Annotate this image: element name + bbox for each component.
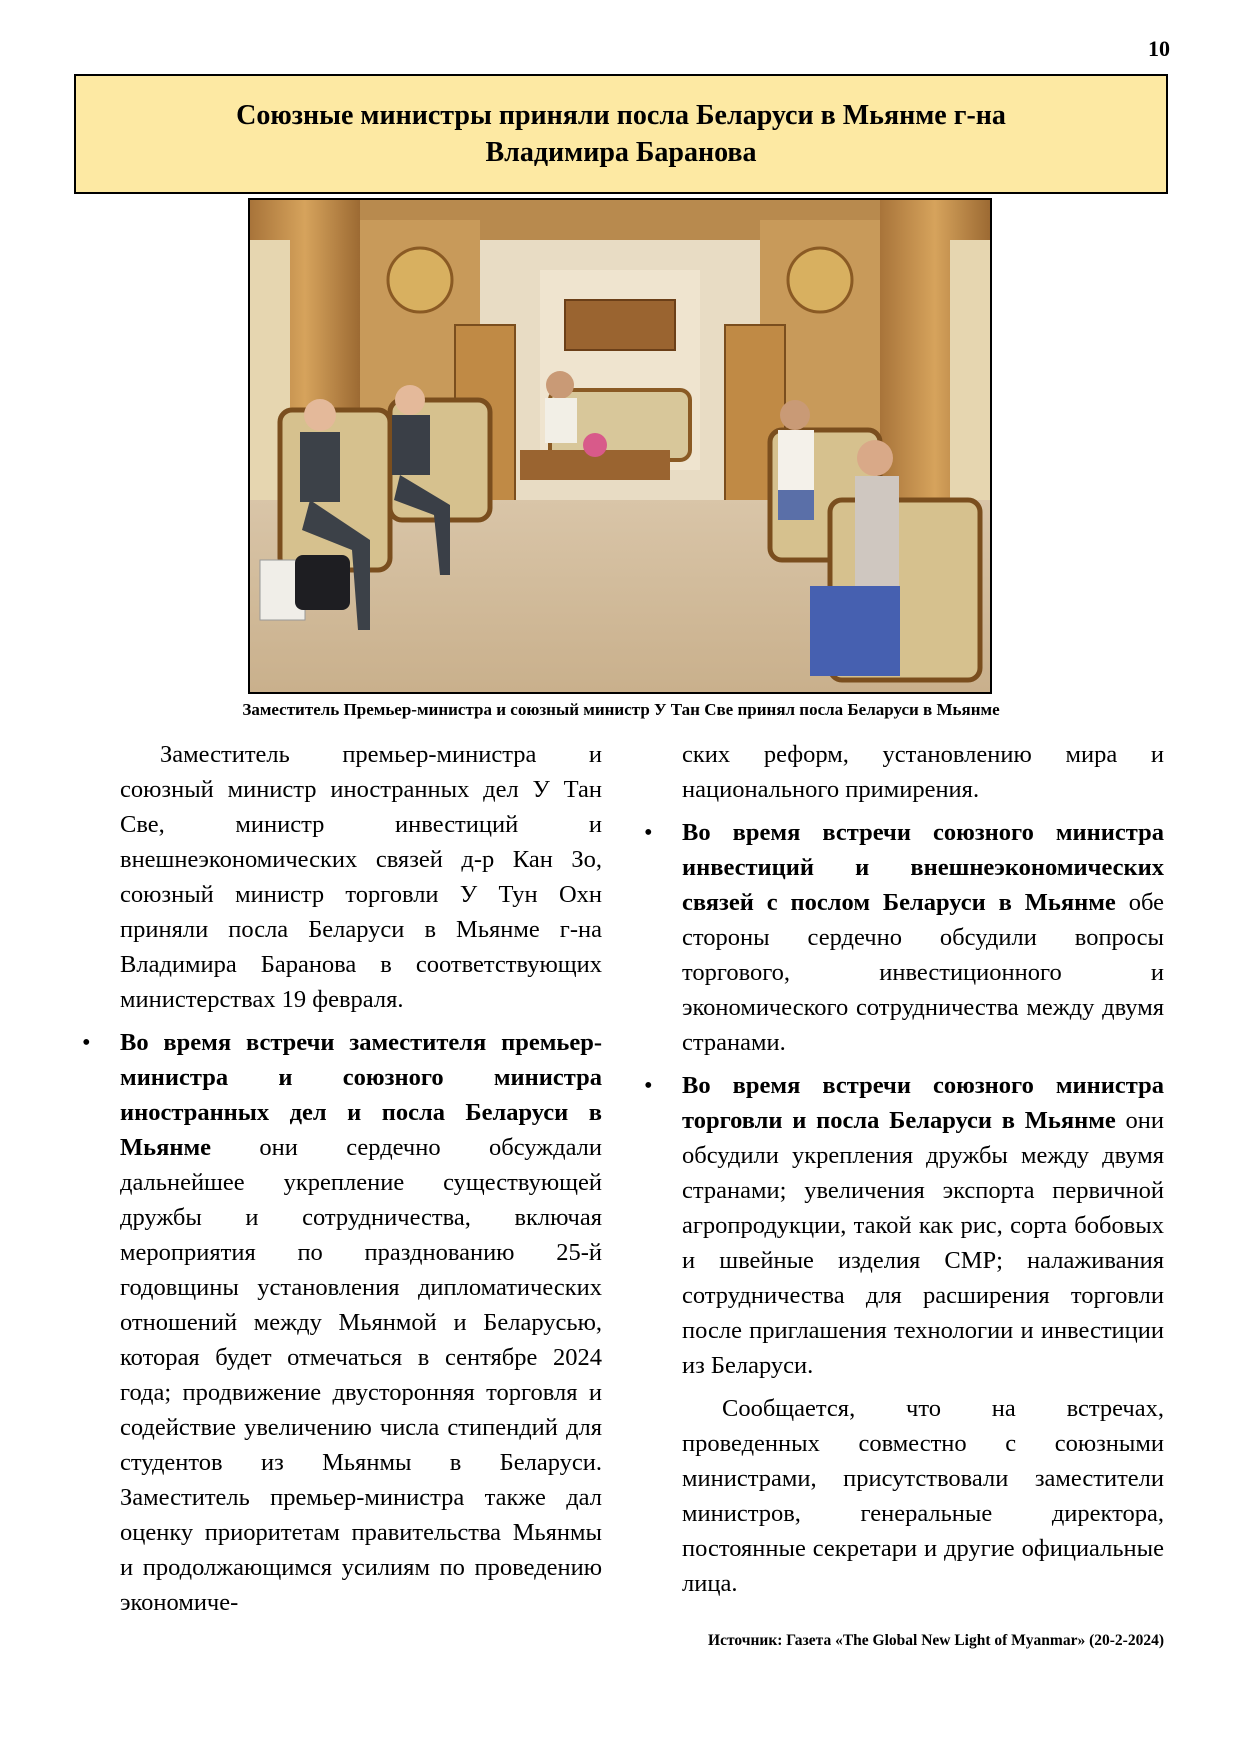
bullet-marker: • [644, 1072, 653, 1099]
bullet-item-commerce [644, 1068, 1164, 1383]
page-number: 10 [1148, 36, 1170, 61]
bullet-lead: Во время встречи союзного министра инвестиций и внешнеэкономических связей с послом Беларуси в Мьянме [682, 819, 1164, 916]
bullet-item-foreign-affairs [82, 1025, 602, 1620]
bullet-body: обе стороны сердечно обсудили вопросы торгового, инвестиционного и экономического сотрудничества между двумя странами. [682, 889, 1164, 1056]
bullet-body: они сердечно обсуждали дальнейшее укрепление существующей дружбы и сотрудничества, включая мероприятия по празднованию 25-й годовщины установления дипломатических отношений между Мьянмой и Беларусью, которая будет отмечаться в сентябре 2024 года; продвижение двусторонняя торговля и содействие увеличению числа стипендий для студентов из Мьянмы в Беларуси. Заместитель премьер-министра также дал оценку приоритетам правительства Мьянмы и продолжающимся усилиям по проведению экономиче- [120, 1134, 602, 1616]
article-title: Союзные министры приняли посла Беларуси в Мьянме г-на Владимира Баранова [236, 100, 1006, 168]
bullet-lead: Во время встречи заместителя премьер-министра и союзного министра иностранных дел и посла Беларуси в Мьянме [120, 1029, 602, 1161]
bullet-marker: • [644, 819, 653, 846]
bullet-item-investment [644, 815, 1164, 1060]
bullet-body: они обсудили укрепления дружбы между двумя странами; увеличения экспорта первичной агропродукции, такой как рис, сорта бобовых и швейные изделия CMP; налаживания сотрудничества для расширения торговли после приглашения технологии и инвестиции из Беларуси. [682, 1107, 1164, 1379]
continuation-paragraph: ских реформ, установлению мира и национального примирения. [682, 741, 1164, 803]
meeting-photo [248, 198, 992, 694]
source-citation: Источник: Газета «The Global New Light of Myanmar» (20-2-2024) [708, 1632, 1164, 1649]
closing-paragraph: Сообщается, что на встречах, проведенных совместно с союзными министрами, присутствовали заместители министров, генеральные директора, постоянные секретари и другие официальные лица. [682, 1395, 1164, 1597]
bullet-lead: Во время встречи союзного министра торговли и посла Беларуси в Мьянме [682, 1072, 1164, 1134]
bullet-marker: • [82, 1029, 91, 1056]
title-banner [74, 74, 1168, 194]
photo-caption: Заместитель Премьер-министра и союзный министр У Тан Све принял посла Беларуси в Мьянме [242, 700, 1000, 719]
left-column [82, 737, 602, 1620]
meeting-photo-illustration [250, 200, 990, 692]
right-column [644, 737, 1164, 1601]
intro-paragraph: Заместитель премьер-министра и союзный министр иностранных дел У Тан Све, министр инвестиций и внешнеэкономических связей д-р Кан Зо, союзный министр торговли У Тун Охн приняли посла Беларуси в Мьянме г-на Владимира Баранова в соответствующих министерствах 19 февраля. [120, 741, 602, 1013]
